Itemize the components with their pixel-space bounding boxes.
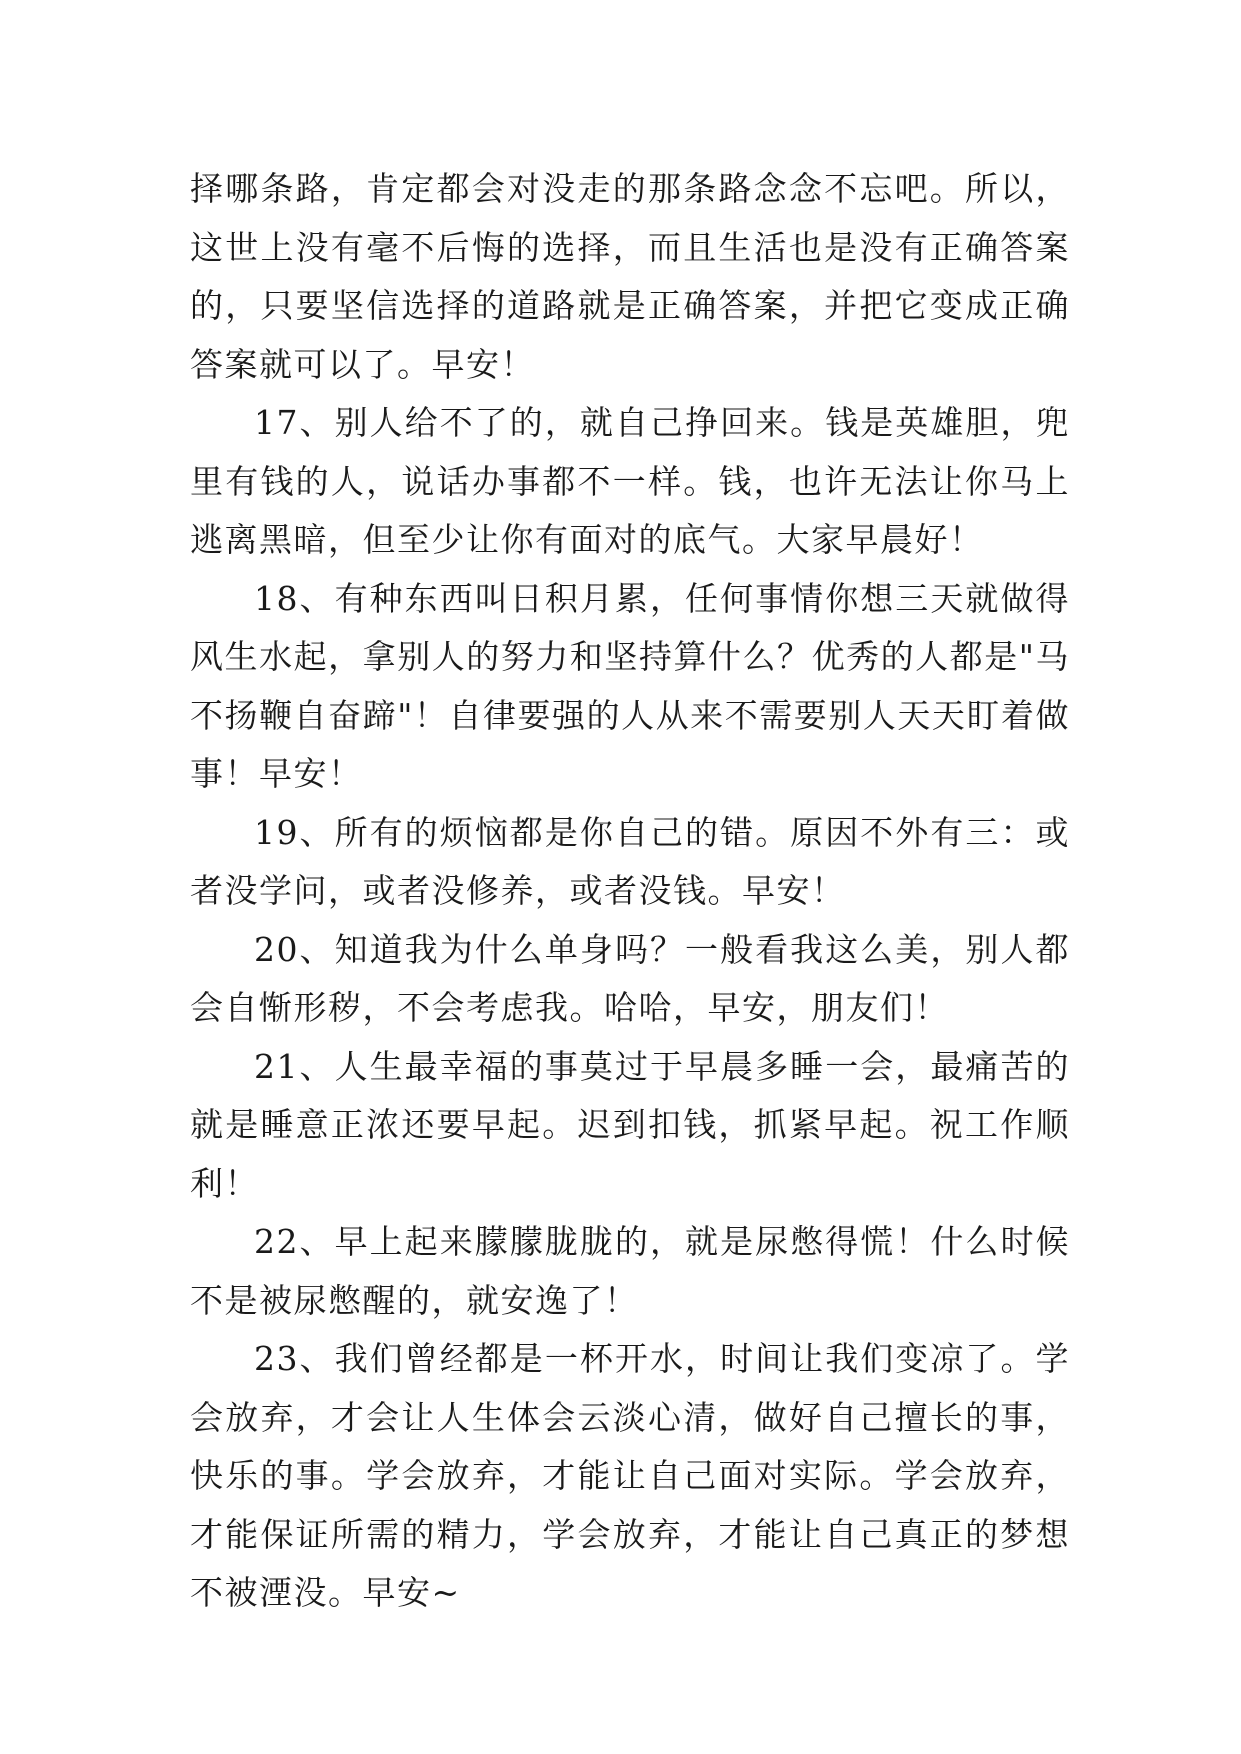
paragraph-23: 23、我们曾经都是一杯开水，时间让我们变凉了。学会放弃，才会让人生体会云淡心清，做好自己擅长的事，快乐的事。学会放弃，才能让自己面对实际。学会放弃，才能保证所需的精力，学会放弃，才能让自己真正的梦想不被湮没。早安~ <box>190 1339 1070 1612</box>
paragraph-20: 20、知道我为什么单身吗？一般看我这么美，别人都会自惭形秽，不会考虑我。哈哈，早安，朋友们！ <box>190 929 1070 1027</box>
document-body <box>190 160 1070 1623</box>
paragraph-22: 22、早上起来朦朦胧胧的，就是尿憋得慌！什么时候不是被尿憋醒的，就安逸了！ <box>190 1222 1070 1320</box>
paragraph-17: 17、别人给不了的，就自己挣回来。钱是英雄胆，兜里有钱的人，说话办事都不一样。钱，也许无法让你马上逃离黑暗，但至少让你有面对的底气。大家早晨好！ <box>190 403 1070 559</box>
paragraph-continuation: 择哪条路，肯定都会对没走的那条路念念不忘吧。所以，这世上没有毫不后悔的选择，而且生活也是没有正确答案的，只要坚信选择的道路就是正确答案，并把它变成正确答案就可以了。早安！ <box>190 169 1070 384</box>
paragraph-19: 19、所有的烦恼都是你自己的错。原因不外有三：或者没学问，或者没修养，或者没钱。早安！ <box>190 812 1070 910</box>
paragraph-21: 21、人生最幸福的事莫过于早晨多睡一会，最痛苦的就是睡意正浓还要早起。迟到扣钱，抓紧早起。祝工作顺利！ <box>190 1046 1070 1203</box>
paragraph-18: 18、有种东西叫日积月累，任何事情你想三天就做得风生水起，拿别人的努力和坚持算什么？优秀的人都是"马不扬鞭自奋蹄"！自律要强的人从来不需要别人天天盯着做事！早安！ <box>190 578 1070 793</box>
